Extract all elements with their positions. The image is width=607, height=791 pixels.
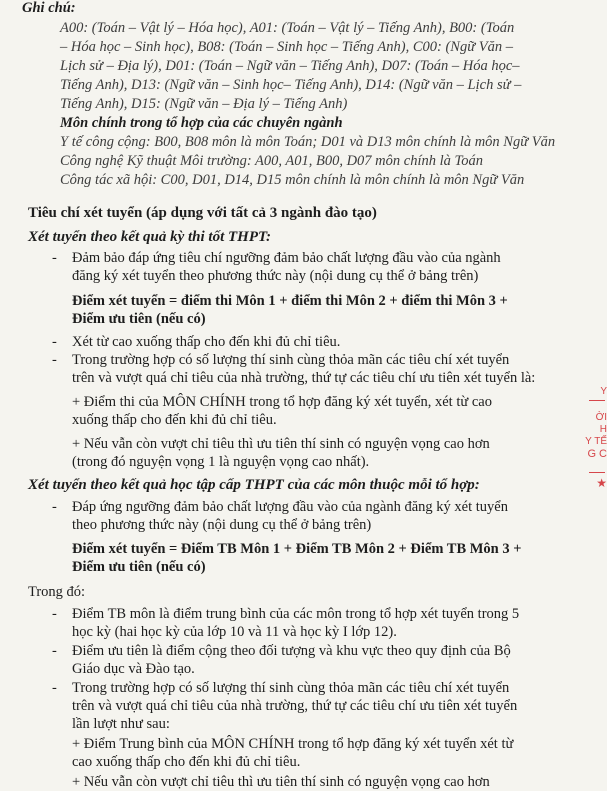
bullet-dash: - — [52, 680, 57, 696]
formula: Điểm xét tuyển = điểm thi Môn 1 + điểm thi Môn 2 + điểm thi Môn 3 + — [72, 293, 508, 309]
notes-title: Ghi chú: — [22, 0, 76, 16]
bullet-dash: - — [52, 250, 57, 266]
bullet-text: Điểm TB môn là điểm trung bình của các môn trong tổ hợp xét tuyển trong 5 — [72, 606, 520, 622]
bullet-dash: - — [52, 499, 57, 515]
bullet-text: Đáp ứng ngưỡng đảm bảo chất lượng đầu vào của ngành đăng ký xét tuyển — [72, 499, 508, 515]
formula: Điểm ưu tiên (nếu có) — [72, 559, 206, 575]
star-icon: ★ — [596, 476, 607, 490]
section-heading-exam: Xét tuyển theo kết quả kỳ thi tốt THPT: — [28, 229, 272, 245]
bullet-text: Đảm bảo đáp ứng tiêu chí ngưỡng đảm bảo chất lượng đầu vào của ngành — [72, 250, 501, 266]
bullet-text: trên và vượt quá chỉ tiêu của nhà trường, thứ tự các tiêu chí ưu tiên xét tuyển — [72, 698, 518, 714]
priority-item: (trong đó nguyện vọng 1 là nguyện vọng cao nhất). — [72, 454, 370, 470]
where-label: Trong đó: — [28, 584, 86, 600]
combo-line: – Hóa học – Sinh học), B08: (Toán – Sinh học – Tiếng Anh), C00: (Ngữ Văn – — [60, 39, 513, 55]
bullet-text: Xét từ cao xuống thấp cho đến khi đủ chỉ tiêu. — [72, 334, 341, 350]
bullet-dash: - — [52, 334, 57, 350]
combo-line: Tiếng Anh), D15: (Ngữ văn – Địa lý – Tiếng Anh) — [60, 96, 348, 112]
main-subject-line: Công tác xã hội: C00, D01, D14, D15 môn chính là môn chính là môn Ngữ Văn — [60, 172, 525, 188]
stamp-text: ỜI — [595, 412, 607, 423]
bullet-text: Điểm ưu tiên là điểm cộng theo đối tượng và khu vực theo quy định của Bộ — [72, 643, 511, 659]
formula: Điểm ưu tiên (nếu có) — [72, 311, 206, 327]
bullet-text: Trong trường hợp có số lượng thí sinh cùng thỏa mãn các tiêu chí xét tuyển — [72, 680, 510, 696]
main-subject-line: Công nghệ Kỹ thuật Môi trường: A00, A01, B00, D07 môn chính là Toán — [60, 153, 483, 169]
bullet-text: trên và vượt quá chỉ tiêu của nhà trường, thứ tự các tiêu chí ưu tiên xét tuyển là: — [72, 370, 536, 386]
bullet-text: Giáo dục và Đào tạo. — [72, 661, 195, 677]
priority-item: cao xuống thấp cho đến khi đủ chỉ tiêu. — [72, 754, 301, 770]
section-heading-transcript: Xét tuyển theo kết quả học tập cấp THPT của các môn thuộc mỗi tổ hợp: — [28, 477, 480, 493]
bullet-dash: - — [52, 606, 57, 622]
stamp-text: H — [599, 424, 607, 435]
combo-line: Lịch sử – Địa lý), D01: (Toán – Ngữ văn – Tiếng Anh), D07: (Toán – Hóa học– — [60, 58, 520, 74]
margin-stamp — [585, 382, 607, 582]
bullet-text: học kỳ (hai học kỳ của lớp 10 và 11 và học kỳ I lớp 12). — [72, 624, 397, 640]
bullet-dash: - — [52, 643, 57, 659]
main-subject-line: Y tế công cộng: B00, B08 môn là môn Toán; D01 và D13 môn chính là môn Ngữ Văn — [60, 134, 556, 150]
combo-line: A00: (Toán – Vật lý – Hóa học), A01: (Toán – Vật lý – Tiếng Anh), B00: (Toán — [60, 20, 515, 36]
stamp-text: Y — [600, 386, 607, 397]
bullet-text: theo phương thức này (nội dung cụ thể ở bảng trên) — [72, 517, 372, 533]
priority-item: + Điểm Trung bình của MÔN CHÍNH trong tổ hợp đăng ký xét tuyển xét từ — [72, 736, 514, 752]
priority-item: + Nếu vẫn còn vượt chỉ tiêu thì ưu tiên thí sinh có nguyện vọng cao hơn — [72, 774, 490, 790]
formula: Điểm xét tuyển = Điểm TB Môn 1 + Điểm TB Môn 2 + Điểm TB Môn 3 + — [72, 541, 522, 557]
bullet-text: Trong trường hợp có số lượng thí sinh cùng thỏa mãn các tiêu chí xét tuyển — [72, 352, 510, 368]
bullet-text: lần lượt như sau: — [72, 716, 170, 732]
stamp-text: G C — [587, 448, 607, 460]
priority-item: xuống thấp cho đến khi đủ chỉ tiêu. — [72, 412, 277, 428]
bullet-dash: - — [52, 352, 57, 368]
priority-item: + Nếu vẫn còn vượt chỉ tiêu thì ưu tiên thí sinh có nguyện vọng cao hơn — [72, 436, 490, 452]
combo-line: Tiếng Anh), D13: (Ngữ văn – Sinh học– Tiếng Anh), D14: (Ngữ văn – Lịch sử – — [60, 77, 522, 93]
bullet-text: đăng ký xét tuyển theo phương thức này (nội dung cụ thể ở bảng trên) — [72, 268, 479, 284]
priority-item: + Điểm thi của MÔN CHÍNH trong tổ hợp đăng ký xét tuyển, xét từ cao — [72, 394, 492, 410]
stamp-text: Y TẾ — [585, 436, 607, 447]
criteria-title: Tiêu chí xét tuyển (áp dụng với tất cả 3 ngành đào tạo) — [28, 205, 377, 221]
main-subject-title: Môn chính trong tổ hợp của các chuyên ngành — [60, 115, 343, 131]
